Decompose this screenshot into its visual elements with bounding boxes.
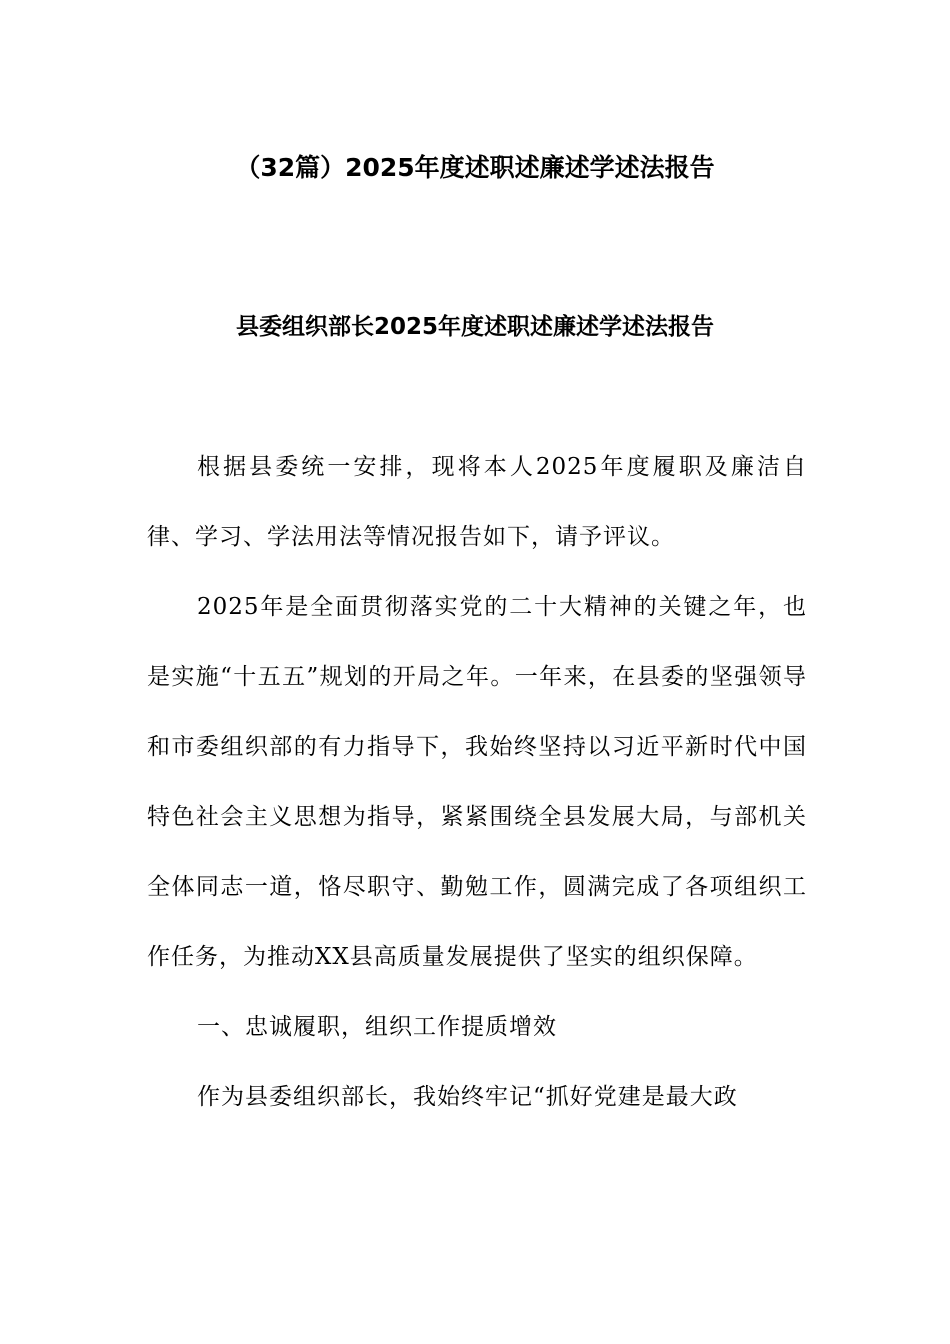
document-title: （32篇）2025年度述职述廉述学述法报告 <box>235 153 715 182</box>
paragraph-overview: 2025年是全面贯彻落实党的二十大精神的关键之年，也是实施“十五五”规划的开局之年。一年来，在县委的坚强领导和市委组织部的有力指导下，我始终坚持以习近平新时代中国特色社会主义思想为指导，紧紧围绕全县发展大局，与部机关全体同志一道，恪尽职守、勤勉工作，圆满完成了各项组织工作任务，为推动XX县高质量发展提供了坚实的组织保障。 <box>147 594 807 970</box>
document-body <box>147 432 807 1132</box>
report-subtitle: 县委组织部长2025年度述职述廉述学述法报告 <box>235 314 714 340</box>
paragraph-section-1: 作为县委组织部长，我始终牢记“抓好党建是最大政 <box>197 1084 738 1110</box>
section-heading-1: 一、忠诚履职，组织工作提质增效 <box>197 1014 557 1040</box>
paragraph-intro: 根据县委统一安排，现将本人2025年度履职及廉洁自律、学习、学法用法等情况报告如下，请予评议。 <box>147 454 807 550</box>
